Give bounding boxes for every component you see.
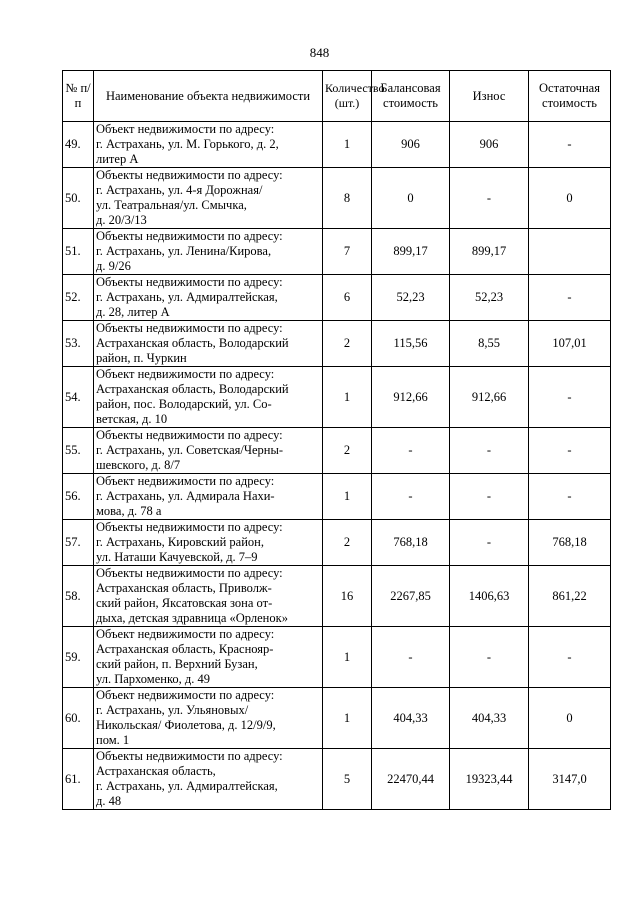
row-residual-value: 107,01 <box>529 321 611 367</box>
header-wear: Износ <box>450 71 529 122</box>
row-quantity: 7 <box>323 229 372 275</box>
row-quantity: 1 <box>323 367 372 428</box>
row-book-value: 404,33 <box>372 688 450 749</box>
row-residual-value: 861,22 <box>529 566 611 627</box>
row-object-name: Объект недвижимости по адресу: Астраханская область, Володарский район, пос. Володарский, ул. Со- ветская, д. 10 <box>94 367 323 428</box>
row-number: 57. <box>63 520 94 566</box>
table-row <box>63 321 611 367</box>
row-object-name: Объекты недвижимости по адресу: Астраханская область, Володарский район, п. Чуркин <box>94 321 323 367</box>
row-wear: 912,66 <box>450 367 529 428</box>
row-residual-value: 0 <box>529 168 611 229</box>
row-object-name: Объекты недвижимости по адресу: г. Астрахань, ул. Советская/Черны- шевского, д. 8/7 <box>94 428 323 474</box>
row-quantity: 1 <box>323 474 372 520</box>
row-book-value: 912,66 <box>372 367 450 428</box>
row-number: 49. <box>63 122 94 168</box>
row-wear: 8,55 <box>450 321 529 367</box>
row-book-value: - <box>372 474 450 520</box>
table-row <box>63 520 611 566</box>
row-quantity: 6 <box>323 275 372 321</box>
row-object-name: Объекты недвижимости по адресу: г. Астрахань, ул. 4-я Дорожная/ ул. Театральная/ул. Смычка, д. 20/3/13 <box>94 168 323 229</box>
row-quantity: 16 <box>323 566 372 627</box>
row-number: 51. <box>63 229 94 275</box>
table-row <box>63 367 611 428</box>
row-wear: - <box>450 168 529 229</box>
table-header-row <box>63 71 611 122</box>
row-book-value: 768,18 <box>372 520 450 566</box>
table-body <box>63 122 611 810</box>
row-wear: - <box>450 474 529 520</box>
row-wear: - <box>450 520 529 566</box>
table-row <box>63 428 611 474</box>
row-wear: 1406,63 <box>450 566 529 627</box>
row-book-value: 906 <box>372 122 450 168</box>
row-quantity: 2 <box>323 321 372 367</box>
row-object-name: Объект недвижимости по адресу: г. Астрахань, ул. Адмирала Нахи- мова, д. 78 а <box>94 474 323 520</box>
header-residual: Остаточная стоимость <box>529 71 611 122</box>
row-object-name: Объект недвижимости по адресу: Астраханская область, Краснояр- ский район, п. Верхний Бузан, ул. Пархоменко, д. 49 <box>94 627 323 688</box>
row-object-name: Объект недвижимости по адресу: г. Астрахань, ул. Ульяновых/ Никольская/ Фиолетова, д. 12/9/9, пом. 1 <box>94 688 323 749</box>
table-row <box>63 688 611 749</box>
row-quantity: 1 <box>323 627 372 688</box>
row-object-name: Объекты недвижимости по адресу: г. Астрахань, Кировский район, ул. Наташи Качуевской, д. 7–9 <box>94 520 323 566</box>
row-residual-value: 3147,0 <box>529 749 611 810</box>
row-wear: 906 <box>450 122 529 168</box>
row-book-value: 0 <box>372 168 450 229</box>
row-number: 59. <box>63 627 94 688</box>
row-residual-value: - <box>529 474 611 520</box>
table-row <box>63 168 611 229</box>
row-wear: 52,23 <box>450 275 529 321</box>
row-number: 56. <box>63 474 94 520</box>
row-object-name: Объекты недвижимости по адресу: г. Астрахань, ул. Адмиралтейская, д. 28, литер А <box>94 275 323 321</box>
table-row <box>63 275 611 321</box>
row-book-value: - <box>372 627 450 688</box>
table-row <box>63 749 611 810</box>
row-wear: 404,33 <box>450 688 529 749</box>
row-number: 54. <box>63 367 94 428</box>
row-object-name: Объекты недвижимости по адресу: г. Астрахань, ул. Ленина/Кирова, д. 9/26 <box>94 229 323 275</box>
row-object-name: Объекты недвижимости по адресу: Астраханская область, Приволж- ский район, Яксатовская зона от- дыха, детская здравница «Орленок» <box>94 566 323 627</box>
row-quantity: 1 <box>323 122 372 168</box>
header-book-value: Балансовая стоимость <box>372 71 450 122</box>
row-quantity: 8 <box>323 168 372 229</box>
row-book-value: 115,56 <box>372 321 450 367</box>
row-residual-value: 768,18 <box>529 520 611 566</box>
row-quantity: 1 <box>323 688 372 749</box>
row-book-value: - <box>372 428 450 474</box>
row-residual-value: - <box>529 627 611 688</box>
row-residual-value <box>529 229 611 275</box>
row-number: 58. <box>63 566 94 627</box>
row-number: 60. <box>63 688 94 749</box>
row-book-value: 22470,44 <box>372 749 450 810</box>
row-wear: 19323,44 <box>450 749 529 810</box>
row-book-value: 2267,85 <box>372 566 450 627</box>
table-row <box>63 122 611 168</box>
row-quantity: 2 <box>323 520 372 566</box>
row-number: 55. <box>63 428 94 474</box>
table-row <box>63 566 611 627</box>
row-residual-value: - <box>529 367 611 428</box>
table-row <box>63 627 611 688</box>
row-number: 50. <box>63 168 94 229</box>
table-row <box>63 474 611 520</box>
row-book-value: 899,17 <box>372 229 450 275</box>
table-row <box>63 229 611 275</box>
page-number: 848 <box>309 45 330 60</box>
row-wear: 899,17 <box>450 229 529 275</box>
header-qty: Количество (шт.) <box>323 71 372 122</box>
header-num: № п/п <box>63 71 94 122</box>
row-number: 52. <box>63 275 94 321</box>
row-quantity: 2 <box>323 428 372 474</box>
row-number: 61. <box>63 749 94 810</box>
property-table <box>62 70 611 810</box>
row-wear: - <box>450 428 529 474</box>
row-residual-value: - <box>529 122 611 168</box>
row-object-name: Объекты недвижимости по адресу: Астраханская область, г. Астрахань, ул. Адмиралтейская, д. 48 <box>94 749 323 810</box>
row-residual-value: - <box>529 275 611 321</box>
row-residual-value: 0 <box>529 688 611 749</box>
row-number: 53. <box>63 321 94 367</box>
row-residual-value: - <box>529 428 611 474</box>
header-name: Наименование объекта недвижимости <box>94 71 323 122</box>
row-quantity: 5 <box>323 749 372 810</box>
row-wear: - <box>450 627 529 688</box>
row-object-name: Объект недвижимости по адресу: г. Астрахань, ул. М. Горького, д. 2, литер А <box>94 122 323 168</box>
row-book-value: 52,23 <box>372 275 450 321</box>
